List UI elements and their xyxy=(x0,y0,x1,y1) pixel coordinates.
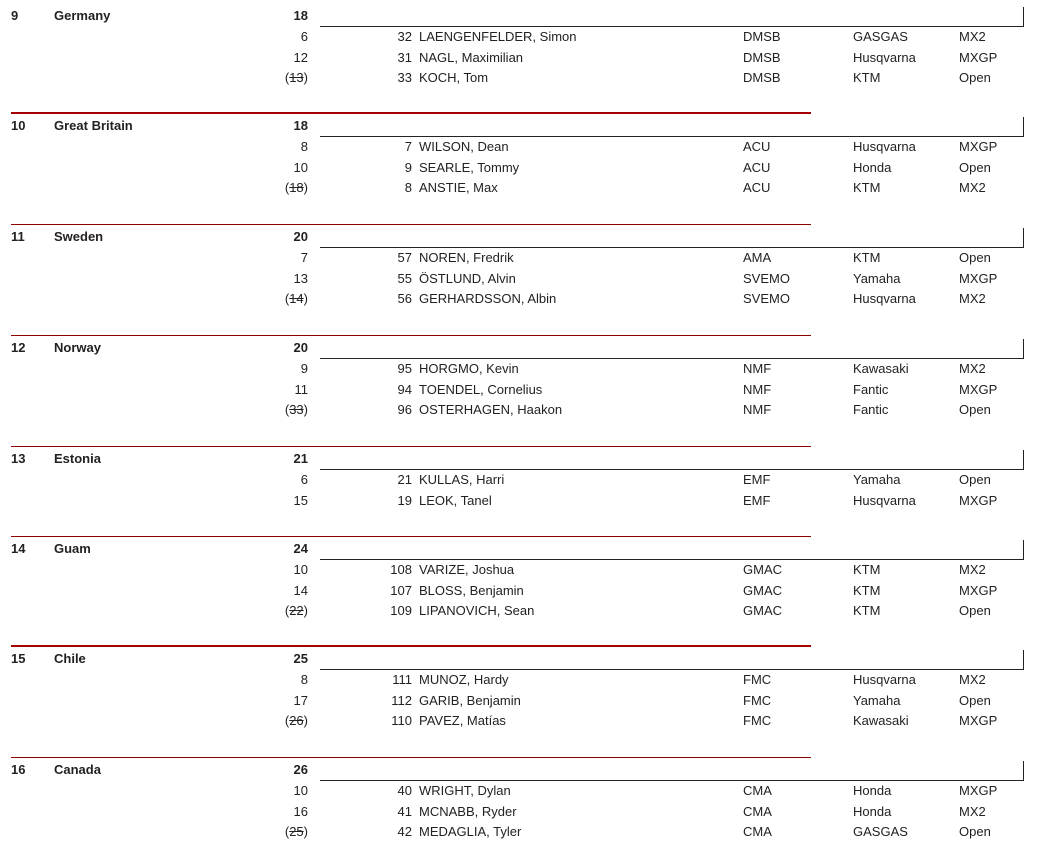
rider-row xyxy=(0,47,1043,68)
team-name: Guam xyxy=(54,541,91,556)
rider-row xyxy=(0,710,1043,731)
rider-row xyxy=(0,490,1043,511)
team-points: 20 xyxy=(293,229,308,244)
rider-points: (25) xyxy=(284,824,308,840)
rider-bike: Husqvarna xyxy=(853,672,916,687)
rider-class: MXGP xyxy=(959,49,998,65)
rider-points: 17 xyxy=(293,692,308,708)
rider-name: GARIB, Benjamin xyxy=(419,692,521,708)
rider-bike: Yamaha xyxy=(853,472,901,487)
rider-class: Open xyxy=(959,159,991,175)
rider-class: Open xyxy=(959,824,991,840)
team-row xyxy=(0,648,1043,668)
rider-points: (22) xyxy=(284,603,308,619)
team-block xyxy=(0,536,1043,621)
rider-row xyxy=(0,559,1043,580)
team-name: Germany xyxy=(54,8,111,23)
team-row xyxy=(0,448,1043,468)
team-row xyxy=(0,759,1043,779)
rider-points: 13 xyxy=(293,270,308,286)
rider-federation: EMF xyxy=(743,492,771,508)
team-points: 20 xyxy=(293,340,308,355)
team-points: 21 xyxy=(293,451,308,466)
team-points: 26 xyxy=(293,762,308,777)
rider-class: Open xyxy=(959,472,991,487)
rider-federation: NMF xyxy=(743,361,772,376)
rider-federation: CMA xyxy=(743,783,772,798)
rider-points: (18) xyxy=(284,180,308,196)
rider-bike: Honda xyxy=(853,783,892,798)
rider-name: HORGMO, Kevin xyxy=(419,361,519,376)
rider-bike: Kawasaki xyxy=(853,713,909,729)
team-row xyxy=(0,226,1043,246)
rider-row xyxy=(0,690,1043,711)
team-rank: 11 xyxy=(11,229,25,244)
separator-line xyxy=(11,112,811,114)
dropped-score: 26 xyxy=(289,713,304,729)
team-row xyxy=(0,538,1043,558)
rider-points: 15 xyxy=(293,492,308,508)
rider-number: 42 xyxy=(397,824,412,840)
rider-class: Open xyxy=(959,692,991,708)
rider-bike: KTM xyxy=(853,603,881,619)
rider-federation: SVEMO xyxy=(743,291,790,307)
rider-bike: GASGAS xyxy=(853,824,908,840)
rider-points: 6 xyxy=(300,29,308,44)
rider-bike: KTM xyxy=(853,180,881,196)
dropped-score: 33 xyxy=(289,402,304,418)
team-rank: 13 xyxy=(11,451,26,466)
rider-bike: KTM xyxy=(853,70,881,86)
rider-bike: KTM xyxy=(853,250,881,265)
rider-row xyxy=(0,177,1043,198)
rider-class: Open xyxy=(959,70,991,86)
rider-name: GERHARDSSON, Albin xyxy=(419,291,557,307)
rider-row xyxy=(0,136,1043,157)
team-row xyxy=(0,337,1043,357)
rider-federation: AMA xyxy=(743,250,772,265)
rider-federation: EMF xyxy=(743,472,771,487)
rider-name: NOREN, Fredrik xyxy=(419,250,514,265)
rider-bike: Husqvarna xyxy=(853,291,916,307)
rider-bike: KTM xyxy=(853,582,881,598)
rider-class: MX2 xyxy=(959,361,986,376)
rider-number: 33 xyxy=(397,70,412,86)
rider-row xyxy=(0,669,1043,690)
rider-points: 14 xyxy=(293,582,308,598)
rider-bike: Honda xyxy=(853,803,892,819)
team-block xyxy=(0,113,1043,198)
rider-row xyxy=(0,801,1043,822)
rider-class: Open xyxy=(959,250,991,265)
team-bracket-line xyxy=(320,228,1024,248)
dropped-score: 13 xyxy=(289,70,304,86)
rider-points: 8 xyxy=(300,672,308,687)
separator-line xyxy=(11,446,811,447)
team-rank: 15 xyxy=(11,651,26,666)
team-name: Norway xyxy=(54,340,101,355)
rider-number: 94 xyxy=(397,381,412,397)
rider-federation: DMSB xyxy=(743,29,781,44)
rider-name: ÖSTLUND, Alvin xyxy=(419,270,516,286)
team-rank: 9 xyxy=(11,8,19,23)
team-bracket-line xyxy=(320,650,1024,670)
rider-bike: Fantic xyxy=(853,402,889,418)
rider-number: 32 xyxy=(397,29,412,44)
team-bracket-line xyxy=(320,117,1024,137)
rider-row xyxy=(0,469,1043,490)
rider-name: VARIZE, Joshua xyxy=(419,562,515,577)
rider-name: LEOK, Tanel xyxy=(419,492,492,508)
team-bracket-line xyxy=(320,339,1024,359)
team-rank: 14 xyxy=(11,541,26,556)
rider-class: MXGP xyxy=(959,582,998,598)
rider-bike: Husqvarna xyxy=(853,492,916,508)
rider-name: SEARLE, Tommy xyxy=(419,159,520,175)
rider-class: MX2 xyxy=(959,29,986,44)
rider-points: 16 xyxy=(293,803,308,819)
rider-class: MXGP xyxy=(959,713,998,729)
rider-points: 10 xyxy=(293,562,308,577)
rider-points: (33) xyxy=(284,402,308,418)
separator-line xyxy=(11,645,811,647)
rider-name: MEDAGLIA, Tyler xyxy=(419,824,522,840)
separator-line xyxy=(11,757,811,758)
rider-number: 55 xyxy=(397,270,412,286)
rider-number: 40 xyxy=(397,783,412,798)
rider-name: KULLAS, Harri xyxy=(419,472,505,487)
rider-points: 6 xyxy=(300,472,308,487)
rider-points: 7 xyxy=(300,250,308,265)
rider-federation: GMAC xyxy=(743,582,782,598)
rider-points: 9 xyxy=(300,361,308,376)
rider-federation: CMA xyxy=(743,824,772,840)
rider-federation: CMA xyxy=(743,803,772,819)
team-row xyxy=(0,5,1043,25)
rider-name: KOCH, Tom xyxy=(419,70,489,86)
dropped-score: 25 xyxy=(289,824,304,840)
rider-points: 11 xyxy=(294,381,308,397)
rider-row xyxy=(0,780,1043,801)
rider-number: 21 xyxy=(397,472,412,487)
rider-row xyxy=(0,247,1043,268)
team-points: 24 xyxy=(293,541,308,556)
rider-row xyxy=(0,399,1043,420)
rider-name: LAENGENFELDER, Simon xyxy=(419,29,577,44)
team-block xyxy=(0,757,1043,842)
rider-number: 112 xyxy=(391,692,412,708)
rider-federation: DMSB xyxy=(743,49,781,65)
team-rank: 12 xyxy=(11,340,26,355)
rider-number: 56 xyxy=(397,291,412,307)
rider-class: MXGP xyxy=(959,139,998,154)
rider-federation: GMAC xyxy=(743,603,782,619)
rider-row xyxy=(0,67,1043,88)
rider-class: MX2 xyxy=(959,803,986,819)
rider-federation: DMSB xyxy=(743,70,781,86)
rider-number: 7 xyxy=(404,139,412,154)
team-block xyxy=(0,3,1043,88)
team-block xyxy=(0,646,1043,731)
rider-points: (26) xyxy=(284,713,308,729)
separator-line xyxy=(11,335,811,336)
rider-federation: FMC xyxy=(743,672,772,687)
rider-name: PAVEZ, Matías xyxy=(419,713,506,729)
rider-number: 110 xyxy=(391,713,412,729)
rider-number: 96 xyxy=(397,402,412,418)
team-block xyxy=(0,446,1043,510)
rider-number: 31 xyxy=(397,49,412,65)
team-points: 25 xyxy=(293,651,308,666)
team-name: Chile xyxy=(54,651,86,666)
rider-class: MX2 xyxy=(959,562,986,577)
rider-name: MUNOZ, Hardy xyxy=(419,672,509,687)
rider-federation: GMAC xyxy=(743,562,782,577)
rider-name: MCNABB, Ryder xyxy=(419,803,517,819)
rider-bike: Husqvarna xyxy=(853,49,916,65)
rider-number: 111 xyxy=(392,672,412,687)
separator-line xyxy=(11,224,811,225)
rider-class: MXGP xyxy=(959,783,998,798)
rider-class: MXGP xyxy=(959,381,998,397)
rider-number: 57 xyxy=(397,250,412,265)
rider-class: Open xyxy=(959,603,991,619)
rider-bike: KTM xyxy=(853,562,881,577)
rider-class: MX2 xyxy=(959,291,986,307)
rider-row xyxy=(0,580,1043,601)
team-points: 18 xyxy=(293,118,308,133)
rider-federation: FMC xyxy=(743,713,772,729)
rider-number: 9 xyxy=(404,159,412,175)
team-name: Estonia xyxy=(54,451,101,466)
rider-name: ANSTIE, Max xyxy=(419,180,498,196)
rider-class: MXGP xyxy=(959,270,998,286)
rider-name: NAGL, Maximilian xyxy=(419,49,524,65)
team-name: Great Britain xyxy=(54,118,133,133)
team-name: Sweden xyxy=(54,229,104,244)
rider-points: 12 xyxy=(293,49,308,65)
rider-number: 109 xyxy=(390,603,412,619)
team-bracket-line xyxy=(320,450,1024,470)
rider-number: 19 xyxy=(397,492,412,508)
rider-federation: NMF xyxy=(743,402,772,418)
rider-federation: ACU xyxy=(743,180,771,196)
rider-name: OSTERHAGEN, Haakon xyxy=(419,402,563,418)
team-block xyxy=(0,224,1043,309)
rider-name: WRIGHT, Dylan xyxy=(419,783,511,798)
rider-number: 95 xyxy=(397,361,412,376)
team-block xyxy=(0,335,1043,420)
rider-bike: Kawasaki xyxy=(853,361,909,376)
rider-row xyxy=(0,268,1043,289)
rider-bike: Yamaha xyxy=(853,692,901,708)
rider-class: MX2 xyxy=(959,180,986,196)
team-row xyxy=(0,115,1043,135)
team-points: 18 xyxy=(293,8,308,23)
rider-federation: ACU xyxy=(743,159,771,175)
rider-name: BLOSS, Benjamin xyxy=(419,582,524,598)
rider-class: MX2 xyxy=(959,672,986,687)
rider-row xyxy=(0,600,1043,621)
rider-number: 108 xyxy=(390,562,412,577)
rider-class: MXGP xyxy=(959,492,998,508)
dropped-score: 14 xyxy=(289,291,304,307)
rider-row xyxy=(0,288,1043,309)
rider-row xyxy=(0,821,1043,842)
team-bracket-line xyxy=(320,540,1024,560)
rider-number: 8 xyxy=(404,180,412,196)
rider-bike: Honda xyxy=(853,159,892,175)
team-rank: 10 xyxy=(11,118,26,133)
team-bracket-line xyxy=(320,7,1024,27)
team-name: Canada xyxy=(54,762,101,777)
rider-bike: Husqvarna xyxy=(853,139,916,154)
rider-points: (13) xyxy=(284,70,308,86)
rider-federation: FMC xyxy=(743,692,772,708)
rider-points: (14) xyxy=(284,291,308,307)
rider-bike: Yamaha xyxy=(853,270,901,286)
rider-name: LIPANOVICH, Sean xyxy=(419,603,535,619)
dropped-score: 22 xyxy=(289,603,304,619)
separator-line xyxy=(11,536,811,537)
rider-row xyxy=(0,26,1043,47)
rider-points: 8 xyxy=(300,139,308,154)
rider-number: 41 xyxy=(397,803,412,819)
rider-number: 107 xyxy=(390,582,412,598)
rider-federation: ACU xyxy=(743,139,771,154)
dropped-score: 18 xyxy=(289,180,304,196)
team-rank: 16 xyxy=(11,762,26,777)
rider-points: 10 xyxy=(293,783,308,798)
rider-points: 10 xyxy=(293,159,308,175)
rider-row xyxy=(0,379,1043,400)
rider-federation: SVEMO xyxy=(743,270,790,286)
rider-row xyxy=(0,358,1043,379)
rider-name: TOENDEL, Cornelius xyxy=(419,381,543,397)
team-bracket-line xyxy=(320,761,1024,781)
rider-row xyxy=(0,157,1043,178)
rider-bike: GASGAS xyxy=(853,29,908,44)
rider-bike: Fantic xyxy=(853,381,889,397)
rider-federation: NMF xyxy=(743,381,772,397)
rider-name: WILSON, Dean xyxy=(419,139,509,154)
rider-class: Open xyxy=(959,402,991,418)
